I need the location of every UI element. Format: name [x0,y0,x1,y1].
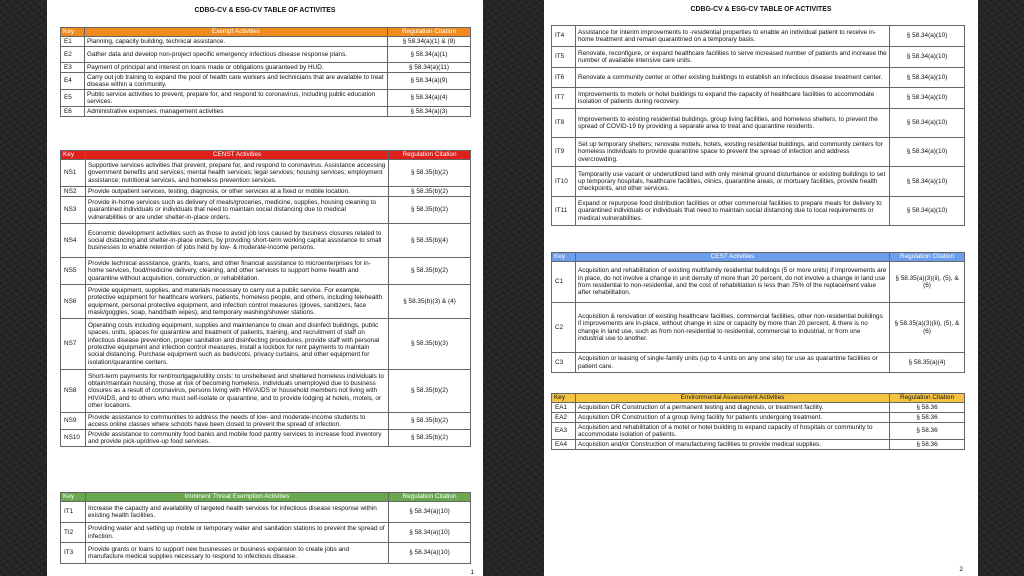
row-activity: Acquisition and rehabilitation of a motel or hotel building to expand capacity of hospitals or community to accommodate isolation of patients. [576,423,890,440]
row-key: EA4 [552,440,576,450]
row-key: NS6 [61,285,86,319]
table-row [61,319,471,370]
row-activity: Provide technical assistance, grants, loans, and other financial assistance to microenterprises for in-home services, food/medicine delivery, cleaning, and other services to support home health and quarantine without acquisition, construction, or rehabilitation. [86,258,389,285]
table-row [552,167,965,197]
row-key: C2 [552,303,576,353]
header-key: Key [61,493,86,502]
imminent-threat-table-continued [551,25,965,226]
row-key: IT8 [552,109,576,138]
row-activity: Gather data and develop non-project specific emergency infectious disease response plans. [85,47,388,63]
row-citation: § 58.35(b)(2) [389,187,471,197]
row-activity: Acquisition OR Construction of a group living facility for patients undergoing treatment. [576,413,890,423]
row-activity: Operating costs including equipment, supplies and maintenance to clean and disinfect buildings, public spaces, units, spaces for quarantine and treatment of patients, training, and recruitment of staff on infectious disease prevention, proper sanitation and disinfecting procedures, provide staff with personal protective equipment and infection control measures, install a lockbox for rent payments to maintain social distancing. Purchase equipment such as beds/cots, privacy curtains, and other equipment for isolation/quarantine centers. [86,319,389,370]
row-citation: § 58.34(a)(10) [890,197,965,226]
row-key: E4 [61,73,85,90]
row-citation: § 58.34(a)(10) [389,523,471,543]
table-row [61,523,471,543]
table-row [552,26,965,47]
row-citation: § 58.35(b)(2) [389,370,471,413]
row-activity: Renovate a community center or other existing buildings to establish an infectious disease treatment center. [576,68,890,88]
row-citation: § 58.34(a)(3) [388,107,471,117]
row-activity: Provide outpatient services, testing, diagnosis, or other services at a fixed or mobile location. [86,187,389,197]
table-row [61,73,471,90]
table-row [61,224,471,258]
table-row [552,109,965,138]
table-row [61,370,471,413]
header-key: Key [61,151,86,160]
document-page-2 [544,0,978,576]
header-citation: Regulation Citation [388,28,471,37]
header-key: Key [552,394,576,403]
row-key: NS9 [61,413,86,430]
table-row [61,258,471,285]
table-header-row [61,151,471,160]
table-row [552,303,965,353]
row-citation: § 58.36 [890,413,965,423]
row-key: IT1 [61,502,86,523]
censt-activities-table [60,150,471,447]
row-activity: Assistance for interim improvements to -residential properties to enable an individual patient to receive in-home treatment and remain quarantined on a temporary basis. [576,26,890,47]
table-header-row [61,493,471,502]
table-header-row [552,394,965,403]
row-citation: § 58.36 [890,403,965,413]
table-row [552,353,965,373]
row-key: EA3 [552,423,576,440]
row-citation: § 58.34(a)(1) [388,47,471,63]
row-citation: § 58.34(a)(10) [890,109,965,138]
header-citation: Regulation Citation [890,394,965,403]
row-citation: § 58.35(b)(2) [389,258,471,285]
row-activity: Provide equipment, supplies, and materials necessary to carry out a public service. For example, protective equipment for healthcare workers, patients, homeless people, and others, including telehealth equipment, personal protective equipment, and infection control measures (gloves, sanitizers, face mask/goggles, soap, hand/bath wipes), and temporary washing/shower stations. [86,285,389,319]
header-activities: Exempt Activities [85,28,388,37]
row-activity: Set up temporary shelters; renovate motels, hotels, existing residential buildings, and community centers for homeless individuals to provide quarantine space to prevent the spread of infection and address overcrowding. [576,138,890,167]
table-row [552,413,965,423]
row-citation: § 58.34(a)(10) [890,26,965,47]
row-activity: Acquisition and/or Construction of manufacturing facilities to provide medical supplies. [576,440,890,450]
row-key: TI2 [61,523,86,543]
row-activity: Economic development activities such as those to avoid job loss caused by business closures related to social distancing and shelter-in-place orders, by providing short-term working capital assistance to small businesses to enable retention of jobs held by low- & moderate-income persons. [86,224,389,258]
row-citation: § 58.35(b)(2) [389,197,471,224]
document-title: CDBG-CV & ESG-CV TABLE OF ACTIVITES [194,7,336,14]
row-key: IT10 [552,167,576,197]
header-activities: CENST Activities [86,151,389,160]
row-key: NS5 [61,258,86,285]
row-key: NS7 [61,319,86,370]
row-citation: § 58.34(a)(11) [388,63,471,73]
row-activity: Short-term payments for rent/mortgage/utility costs: to unsheltered and sheltered homeless individuals to obtain/maintain housing, those at risk of becoming homeless, individuals unemployed due to business closures as a result of coronavirus, persons living with HIV/AIDS or household members not living with HIV/AIDS, and to others who must self-isolate or quarantine, and to provide lodging at hotels, motels, or other locations. [86,370,389,413]
table-row [552,440,965,450]
row-key: IT3 [61,543,86,564]
row-activity: Temporarily use vacant or underutilized land with only minimal ground disturbance or existing buildings to set up temporary hospitals, healthcare facilities, clinics, quarantine areas, or mortuary facilities, provide health checkpoints, and other services. [576,167,890,197]
row-citation: § 58.34(a)(10) [890,47,965,68]
header-activities: Environmental Assessment Activities [576,394,890,403]
row-citation: § 58.35(b)(2) [389,160,471,187]
row-activity: Carry out job training to expand the pool of health care workers and technicians that are available to treat disease within a community. [85,73,388,90]
table-row [61,285,471,319]
imminent-threat-table [60,492,471,564]
row-citation: § 58.34(a)(9) [388,73,471,90]
row-key: EA1 [552,403,576,413]
header-activities: Imminent Threat Exemption Activities [86,493,389,502]
row-key: NS10 [61,430,86,447]
table-row [552,197,965,226]
row-activity: Improvements to motels or hotel buildings to expand the capacity of healthcare facilities to accommodate isolation of patients during recovery. [576,88,890,109]
row-citation: § 58.34(a)(10) [890,88,965,109]
row-citation: § 58.34(a)(1) & (9) [388,37,471,47]
table-row [552,138,965,167]
row-citation: § 58.34(a)(4) [388,90,471,107]
row-citation: § 58.34(a)(10) [389,502,471,523]
row-activity: Provide in-home services such as delivery of meals/groceries, medicine, supplies, housing cleaning to quarantined individuals or individuals that need to maintain social distancing due to medical vulnerabilities or are under shelter-in-place orders. [86,197,389,224]
exempt-activities-table [60,27,471,117]
row-activity: Provide assistance to communities to address the needs of low- and moderate-income students to access online classes where schools have been closed to prevent the spread of infection. [86,413,389,430]
table-row [61,47,471,63]
table-row [61,90,471,107]
row-activity: Acquisition or leasing of single-family units (up to 4 units on any one site) for use as quarantine facilities or patient care. [576,353,890,373]
table-row [552,47,965,68]
row-citation: § 58.36 [890,423,965,440]
row-activity: Administrative expenses, management activities [85,107,388,117]
row-citation: § 58.35(a)(3)(ii), (5), & (6) [890,262,965,303]
row-activity: Public service activities to prevent, prepare for, and respond to coronavirus, including public education services. [85,90,388,107]
row-citation: § 58.35(b)(3) & (4) [389,285,471,319]
row-citation: § 58.34(a)(10) [890,138,965,167]
row-key: NS3 [61,197,86,224]
row-activity: Improvements to existing residential buildings, group living facilities, and homeless shelters, to prevent the spread of COVID-19 by providing a separate area to treat and quarantine residents. [576,109,890,138]
row-activity: Acquisition OR Construction of a permanent testing and diagnosis, or treatment facility. [576,403,890,413]
row-citation: § 58.35(a)(3)(iii), (5), & (6) [890,303,965,353]
table-row [61,413,471,430]
table-row [61,63,471,73]
table-header-row [552,253,965,262]
table-row [552,88,965,109]
row-activity: Acquisition & renovation of existing healthcare facilities, commercial facilities, other non-residential buildings if improvements are in-place, without change in size or capacity by more than 20 percent, & there is no change in land use, such as from non-residential to residential, commercial to industrial, or from one industrial use to another. [576,303,890,353]
row-key: IT9 [552,138,576,167]
table-row [61,430,471,447]
row-key: IT11 [552,197,576,226]
header-citation: Regulation Citation [890,253,965,262]
row-activity: Expand or repurpose food distribution facilities or other commercial facilities to prepare meals for delivery to quarantined individuals or individuals that need to maintain social distancing due to local requirements or medical vulnerabilities. [576,197,890,226]
row-key: C1 [552,262,576,303]
row-key: C3 [552,353,576,373]
row-key: NS4 [61,224,86,258]
row-key: IT6 [552,68,576,88]
table-row [61,543,471,564]
row-citation: § 58.35(b)(3) [389,319,471,370]
row-citation: § 58.36 [890,440,965,450]
row-activity: Provide assistance to community food banks and mobile food pantry services to increase food inventory and provide pick-up/drive-up food services. [86,430,389,447]
table-row [552,262,965,303]
table-row [552,68,965,88]
row-key: IT4 [552,26,576,47]
document-title: CDBG-CV & ESG-CV TABLE OF ACTIVITES [690,6,832,13]
row-key: NS2 [61,187,86,197]
row-activity: Providing water and setting up mobile or temporary water and sanitation stations to prevent the spread of infection. [86,523,389,543]
table-row [61,187,471,197]
table-header-row [61,28,471,37]
row-key: NS8 [61,370,86,413]
row-citation: § 58.34(a)(10) [890,167,965,197]
document-page-1 [47,0,483,576]
row-activity: Acquisition and rehabilitation of existing multifamily residential buildings (5 or more units) if improvements are in place, do not involve a change in unit density of more than 20 percent, do not involve a change in land use from residential to non-residential, and the cost of rehabilitation is less than 75% of the replacement value after rehabilitation. [576,262,890,303]
row-key: E1 [61,37,85,47]
table-row [61,107,471,117]
row-key: IT7 [552,88,576,109]
row-key: E5 [61,90,85,107]
table-row [61,160,471,187]
table-row [61,37,471,47]
cest-activities-table [551,252,965,373]
row-activity: Provide grants or loans to support new businesses or business expansion to create jobs and manufacture medical supplies necessary to respond to infectious disease. [86,543,389,564]
row-activity: Renovate, reconfigure, or expand healthcare facilities to serve increased number of patients and increase the number of available intensive care units. [576,47,890,68]
table-row [552,403,965,413]
row-activity: Increase the capacity and availability of targeted health services for infectious disease response within existing health facilities. [86,502,389,523]
row-key: E2 [61,47,85,63]
row-key: EA2 [552,413,576,423]
header-citation: Regulation Citation [389,493,471,502]
row-citation: § 58.34(a)(10) [389,543,471,564]
row-citation: § 58.35(a)(4) [890,353,965,373]
table-row [61,502,471,523]
page-number: 2 [959,566,963,573]
row-key: E6 [61,107,85,117]
row-citation: § 58.35(b)(2) [389,413,471,430]
row-key: IT5 [552,47,576,68]
table-row [61,197,471,224]
table-row [552,423,965,440]
row-citation: § 58.35(b)(4) [389,224,471,258]
row-activity: Supportive services activities that prevent, prepare for, and respond to coronavirus. Assistance accessing government benefits and services; mental health services; legal services; housing services; employment assistance; nutritional services, and homeless prevention services. [86,160,389,187]
row-activity: Payment of principal and interest on loans made or obligations guaranteed by HUD. [85,63,388,73]
header-activities: CEST Activities [576,253,890,262]
page-number: 1 [470,569,474,576]
environmental-assessment-table [551,393,965,450]
row-activity: Planning, capacity building, technical assistance. [85,37,388,47]
header-key: Key [552,253,576,262]
header-key: Key [61,28,85,37]
header-citation: Regulation Citation [389,151,471,160]
row-key: NS1 [61,160,86,187]
row-key: E3 [61,63,85,73]
row-citation: § 58.34(a)(10) [890,68,965,88]
row-citation: § 58.35(b)(2) [389,430,471,447]
